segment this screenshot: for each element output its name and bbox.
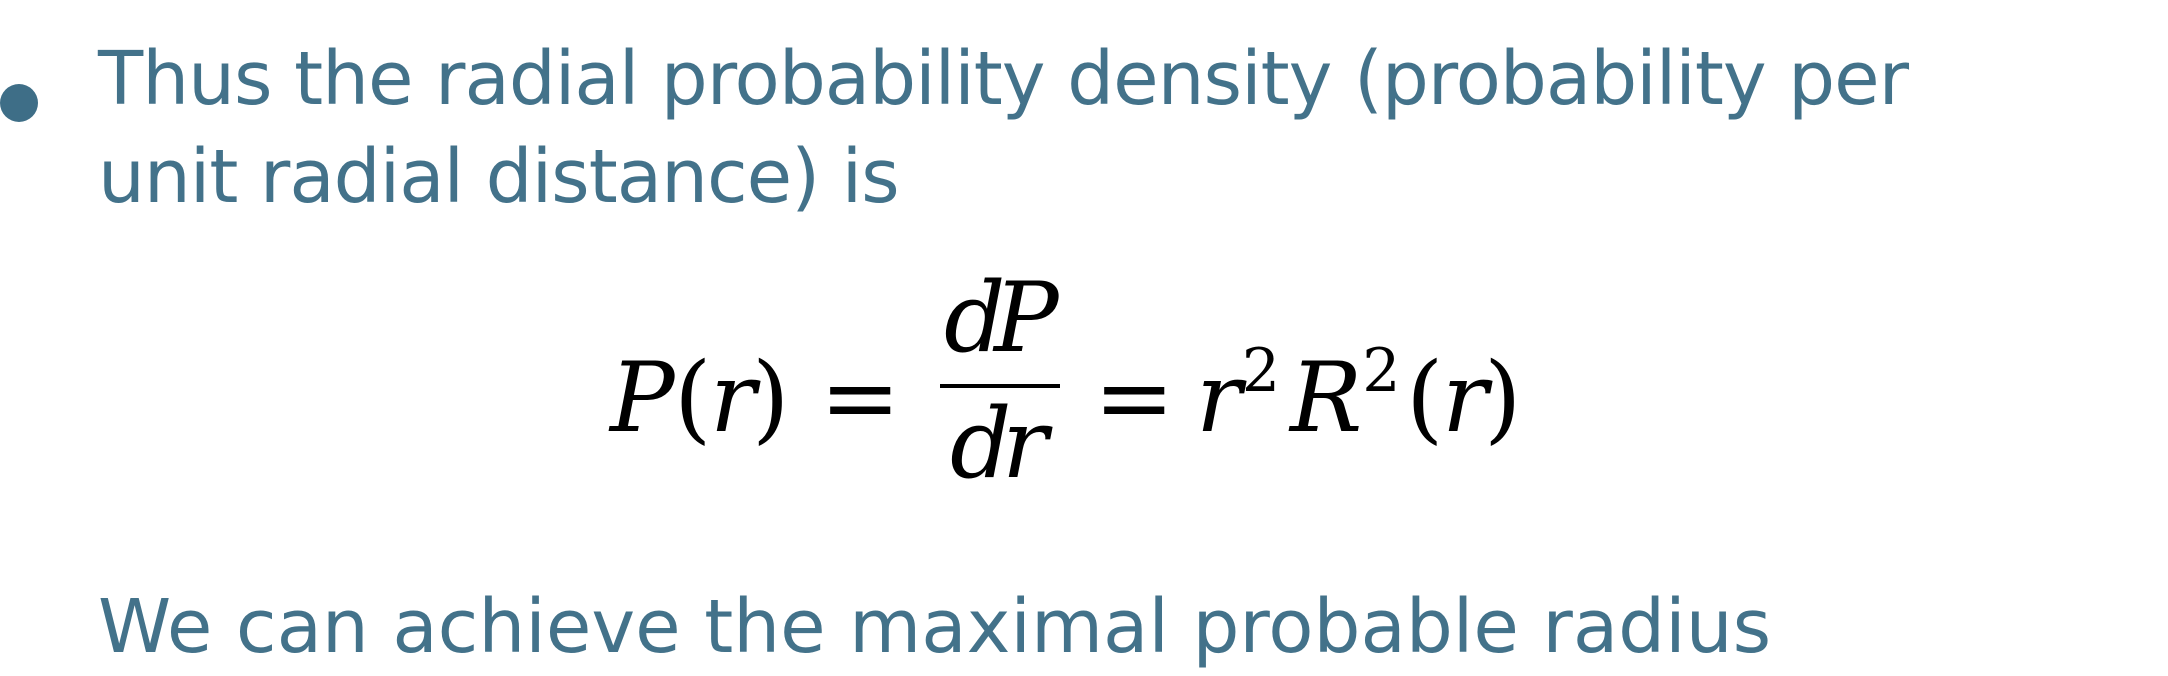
bullet-dot-icon <box>0 84 38 122</box>
eq-equals-1: = <box>820 342 901 454</box>
eq-rhs-var: r <box>1442 342 1488 454</box>
eq-numerator-p: P <box>994 262 1059 374</box>
eq-rhs-open-paren: ( <box>1406 342 1444 454</box>
eq-denominator-r: r <box>1002 388 1048 500</box>
eq-rhs-r <box>1196 336 1281 459</box>
next-bullet-text-cut-off: We can achieve the maximal probable radius <box>98 584 1772 670</box>
eq-rhs-bigr-exponent: 2 <box>1362 336 1401 406</box>
eq-equals-2: = <box>1094 342 1175 454</box>
eq-denominator-d: d <box>950 388 1012 500</box>
eq-lhs-func: P <box>610 342 675 454</box>
eq-numerator-d: d <box>944 262 1006 374</box>
eq-rhs-close-paren: ) <box>1484 342 1522 454</box>
eq-lhs-open-paren: ( <box>674 342 712 454</box>
eq-rhs-bigr <box>1290 336 1401 459</box>
eq-rhs-r-base: r <box>1196 342 1242 454</box>
eq-rhs-bigr-base: R <box>1290 342 1363 454</box>
eq-lhs-var: r <box>710 342 756 454</box>
eq-rhs-r-exponent: 2 <box>1241 336 1281 406</box>
bullet-text: Thus the radial probability density (probability per unit radial distance) is <box>98 36 1909 220</box>
eq-lhs-close-paren: ) <box>752 342 790 454</box>
